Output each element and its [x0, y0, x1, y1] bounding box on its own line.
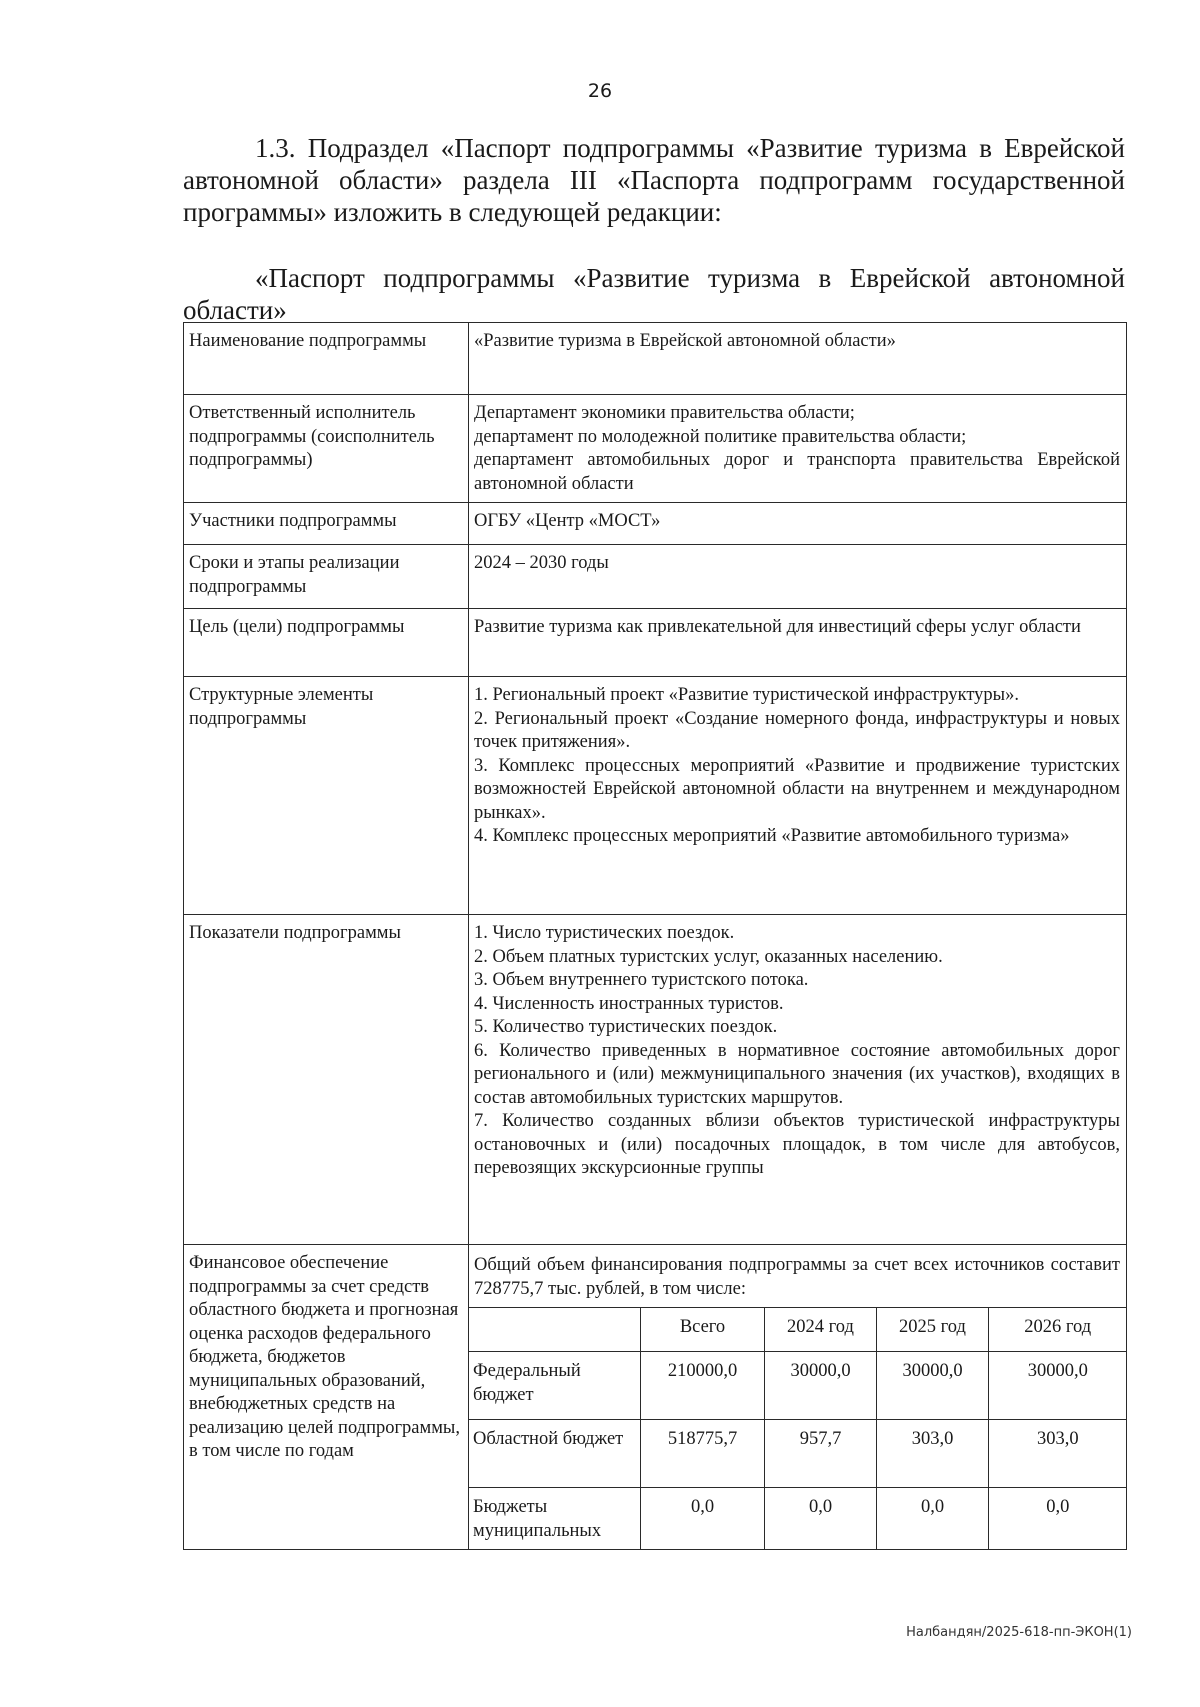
table-row: [468, 1352, 1126, 1420]
value-cell: 210000,0: [640, 1352, 764, 1420]
page-number: 26: [587, 80, 613, 102]
passport-title: «Паспорт подпрограммы «Развитие туризма в Еврейской автономной области»: [183, 263, 1125, 325]
executor-line: департамент автомобильных дорог и транспорта правительства Еврейской автономной области: [474, 450, 1120, 494]
row-value: Развитие туризма как привлекательной для инвестиций сферы услуг области: [469, 609, 1127, 677]
list-item: 1. Региональный проект «Развитие туристической инфраструктуры».: [474, 685, 1019, 705]
value-cell: 518775,7: [640, 1420, 764, 1488]
source-cell: Областной бюджет: [468, 1420, 640, 1488]
header-cell: 2025 год: [876, 1308, 988, 1352]
row-label: Участники подпрограммы: [184, 503, 469, 545]
list-item: 2. Объем платных туристских услуг, оказанных населению.: [474, 946, 943, 967]
executor-line: департамент по молодежной политике правительства области;: [474, 426, 967, 447]
row-participants: [184, 503, 1127, 545]
row-value: [469, 677, 1127, 915]
value-cell: 30000,0: [988, 1352, 1126, 1420]
list-item: 5. Количество туристических поездок.: [474, 1017, 778, 1037]
list-item: 3. Комплекс процессных мероприятий «Развитие и продвижение туристских возможностей Еврейской автономной области на внутреннем и международном рынках».: [474, 755, 1120, 823]
list-item: 6. Количество приведенных в нормативное состояние автомобильных дорог регионального и (или) межмуниципального значения (их участков), входящих в состав автомобильных туристских маршрутов.: [474, 1040, 1120, 1108]
row-elements: [184, 677, 1127, 915]
row-label: Структурные элементы подпрограммы: [184, 677, 469, 915]
row-name: [184, 323, 1127, 395]
table-row: [468, 1420, 1126, 1488]
row-indicators: [184, 915, 1127, 1245]
table-row: [468, 1488, 1126, 1550]
row-label: Показатели подпрограммы: [184, 915, 469, 1245]
row-goal: [184, 609, 1127, 677]
document-footer: Налбандян/2025-618-пп-ЭКОН(1): [906, 1625, 1132, 1640]
row-terms: [184, 545, 1127, 609]
row-label: Финансовое обеспечение подпрограммы за счет средств областного бюджета и прогнозная оценка расходов федерального бюджета, бюджетов муниципальных образований, внебюджетных средств на реализацию целей подпрограммы, в том числе по годам: [184, 1245, 469, 1550]
value-cell: 30000,0: [876, 1352, 988, 1420]
row-label: Наименование подпрограммы: [184, 323, 469, 395]
row-label: Ответственный исполнитель подпрограммы (соисполнитель подпрограммы): [184, 395, 469, 503]
header-cell: [468, 1308, 640, 1352]
row-value: [469, 915, 1127, 1245]
value-cell: 0,0: [764, 1488, 876, 1550]
list-item: 4. Комплекс процессных мероприятий «Развитие автомобильного туризма»: [474, 826, 1070, 846]
row-label: Цель (цели) подпрограммы: [184, 609, 469, 677]
list-item: 2. Региональный проект «Создание номерного фонда, инфраструктуры и новых точек притяжения».: [474, 708, 1120, 752]
passport-table: [183, 322, 1127, 1550]
row-finance: [184, 1245, 1127, 1550]
source-cell: Федеральный бюджет: [468, 1352, 640, 1420]
value-cell: 30000,0: [764, 1352, 876, 1420]
finance-header-row: [468, 1308, 1126, 1352]
row-label: Сроки и этапы реализации подпрограммы: [184, 545, 469, 609]
value-cell: 0,0: [640, 1488, 764, 1550]
list-item: 4. Численность иностранных туристов.: [474, 993, 784, 1014]
executor-line: Департамент экономики правительства области;: [474, 403, 855, 423]
row-executor: [184, 395, 1127, 503]
header-cell: 2026 год: [988, 1308, 1126, 1352]
header-cell: 2024 год: [764, 1308, 876, 1352]
header-cell: Всего: [640, 1308, 764, 1352]
value-cell: 0,0: [876, 1488, 988, 1550]
value-cell: 957,7: [764, 1420, 876, 1488]
finance-intro: Общий объем финансирования подпрограммы за счет всех источников составит 728775,7 тыс. рублей, в том числе:: [474, 1255, 1120, 1299]
row-value: 2024 – 2030 годы: [469, 545, 1127, 609]
value-cell: 303,0: [876, 1420, 988, 1488]
value-cell: 303,0: [988, 1420, 1126, 1488]
indicators-list: [474, 922, 1120, 1181]
row-value: [469, 395, 1127, 503]
finance-table: [468, 1307, 1126, 1550]
list-item: 7. Количество созданных вблизи объектов туристической инфраструктуры остановочных и (или) посадочных площадок, в том числе для автобусов, перевозящих экскурсионные группы: [474, 1111, 1120, 1178]
list-item: 3. Объем внутреннего туристского потока.: [474, 970, 809, 990]
elements-list: [474, 684, 1120, 849]
source-cell: Бюджеты муниципальных: [468, 1488, 640, 1550]
row-value: ОГБУ «Центр «МОСТ»: [469, 503, 1127, 545]
value-cell: 0,0: [988, 1488, 1126, 1550]
intro-paragraph: 1.3. Подраздел «Паспорт подпрограммы «Развитие туризма в Еврейской автономной области» раздела III «Паспорта подпрограмм государственной программы» изложить в следующей редакции:: [183, 133, 1125, 227]
row-value: «Развитие туризма в Еврейской автономной области»: [469, 323, 1127, 395]
row-value: [469, 1245, 1127, 1550]
list-item: 1. Число туристических поездок.: [474, 923, 735, 943]
